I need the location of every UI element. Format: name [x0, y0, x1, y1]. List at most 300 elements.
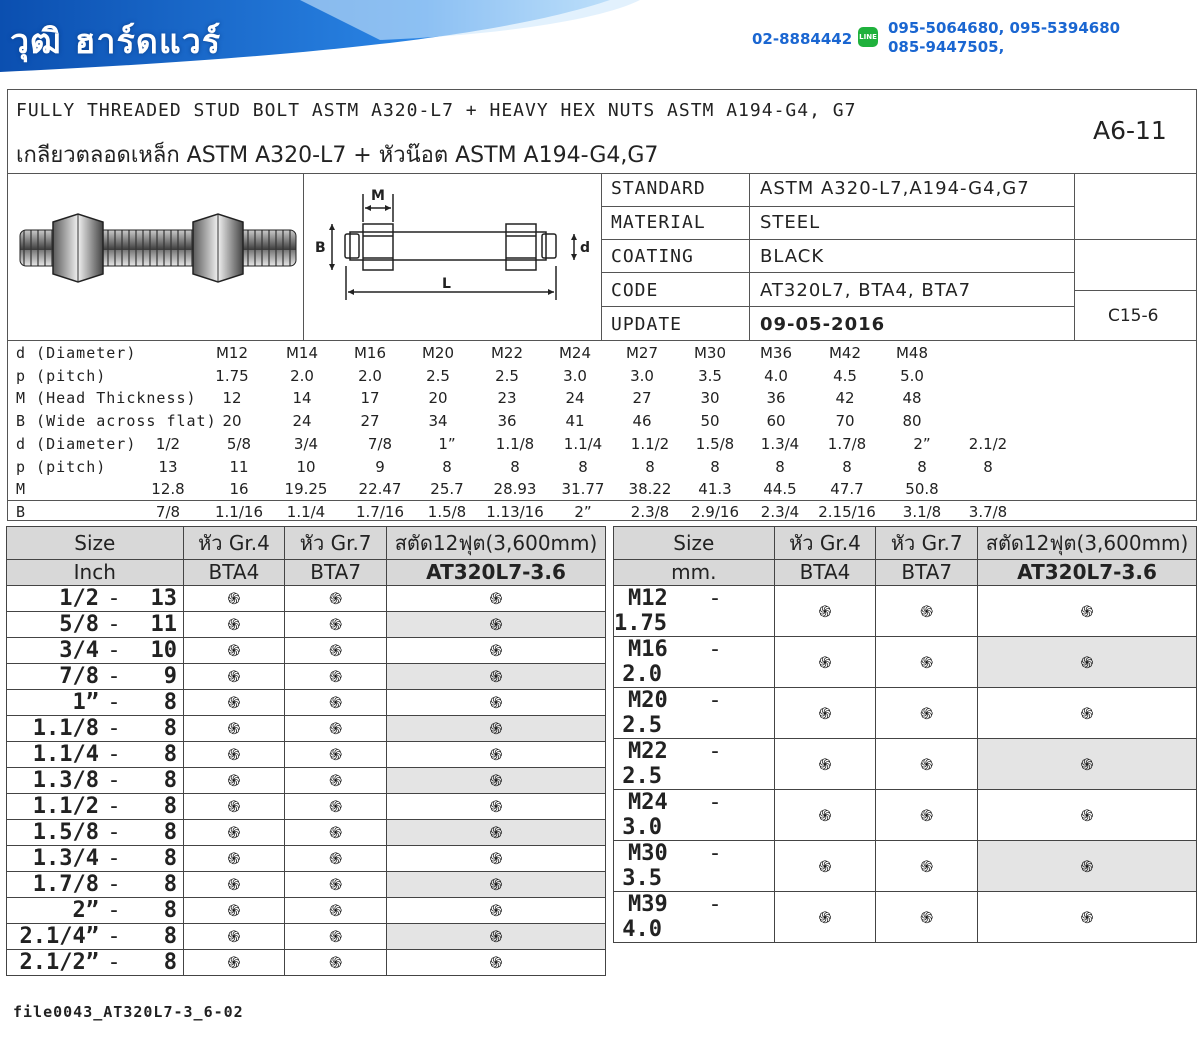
divider — [303, 173, 304, 340]
dimension-value: 41 — [565, 411, 585, 430]
stock-swirl-icon: ֍ — [329, 953, 343, 973]
table-row — [7, 611, 606, 637]
size-cell — [7, 793, 184, 819]
stock-swirl-icon: ֍ — [818, 703, 832, 723]
spec-value-standard: ASTM A320-L7,A194-G4,G7 — [760, 178, 1030, 199]
stock-swirl-icon: ֍ — [818, 601, 832, 621]
dimension-value: 17 — [360, 389, 380, 408]
product-title-en: FULLY THREADED STUD BOLT ASTM A320-L7 + HEAVY HEX NUTS ASTM A194-G4, G7 — [16, 100, 857, 121]
line-app-icon[interactable]: LINE — [858, 27, 878, 47]
stock-swirl-icon: ֍ — [1080, 805, 1094, 825]
size-pitch: 3.5 — [622, 865, 662, 891]
dimension-value: 2.0 — [290, 366, 314, 385]
mobile-phones-line2: 085-9447505, — [888, 38, 1005, 56]
availability-cell — [285, 897, 387, 923]
divider — [601, 206, 1074, 207]
stock-swirl-icon: ֍ — [489, 875, 503, 895]
availability-cell — [183, 637, 285, 663]
size-cell — [7, 741, 184, 767]
stock-swirl-icon: ֍ — [818, 856, 832, 876]
dimension-value: 30 — [700, 389, 720, 408]
table-row — [7, 741, 606, 767]
dimension-value: 8 — [917, 457, 927, 476]
size-pitch: 8 — [163, 923, 177, 949]
divider — [1074, 173, 1075, 340]
table-row — [7, 689, 606, 715]
dimension-value: 3.1/8 — [902, 502, 942, 521]
dimension-value: 47.7 — [830, 480, 864, 499]
dimension-value: 5/8 — [226, 435, 252, 453]
dimension-value: 41.3 — [698, 480, 732, 499]
size-pitch: 2.5 — [622, 763, 662, 789]
dimension-row-label: d (Diameter) — [16, 435, 137, 453]
dimension-value: 1.5/8 — [695, 435, 735, 453]
dimension-row-label: M (Head Thickness) — [16, 389, 197, 408]
dimension-value: M36 — [759, 344, 793, 362]
dimension-value: 34 — [428, 411, 448, 430]
size-pitch: 3.0 — [622, 814, 662, 840]
availability-cell — [285, 611, 387, 637]
divider — [7, 500, 1197, 501]
availability-cell — [978, 789, 1197, 840]
size-pitch: 8 — [163, 949, 177, 975]
dimension-value: 10 — [296, 457, 316, 476]
stock-swirl-icon: ֍ — [920, 754, 934, 774]
table-row — [614, 840, 1197, 891]
stock-swirl-icon: ֍ — [227, 615, 241, 635]
availability-cell — [387, 741, 606, 767]
stock-swirl-icon: ֍ — [329, 693, 343, 713]
size-pitch: 9 — [163, 663, 177, 689]
col-header-gr4: หัว Gr.4 — [183, 527, 285, 560]
label-l: L — [442, 276, 451, 292]
col-subheader-bta4: BTA4 — [774, 560, 876, 586]
size-separator: - — [107, 793, 121, 819]
stock-swirl-icon: ֍ — [329, 849, 343, 869]
availability-cell — [978, 891, 1197, 942]
product-title-th: เกลียวตลอดเหล็ก ASTM A320-L7 + หัวน๊อต ASTM A194-G4,G7 — [16, 143, 659, 168]
dimension-value: M20 — [421, 344, 455, 362]
size-diameter: 1.1/4 — [32, 741, 99, 767]
size-diameter: M24 — [628, 789, 668, 815]
divider — [601, 272, 1074, 273]
col-subheader-bta7: BTA7 — [876, 560, 978, 586]
stock-swirl-icon: ֍ — [227, 745, 241, 765]
availability-cell — [183, 585, 285, 611]
size-diameter: 3/4 — [59, 637, 99, 663]
availability-cell — [387, 923, 606, 949]
stock-swirl-icon: ֍ — [489, 589, 503, 609]
stock-swirl-icon: ֍ — [920, 652, 934, 672]
spec-value-material: STEEL — [760, 212, 821, 233]
spec-label-standard: STANDARD — [611, 178, 706, 199]
col-subheader-unit: mm. — [614, 560, 775, 586]
dimension-value: 12.8 — [151, 480, 185, 499]
dimension-value: 20 — [428, 389, 448, 408]
dimension-value: M12 — [215, 344, 249, 362]
dimension-value: 3.5 — [698, 366, 722, 385]
dimension-value: 8 — [510, 457, 520, 476]
dimension-value: 2.9/16 — [691, 502, 739, 521]
availability-cell — [876, 840, 978, 891]
dimension-value: 27 — [360, 411, 380, 430]
stock-swirl-icon: ֍ — [227, 823, 241, 843]
table-row — [614, 585, 1197, 636]
availability-cell — [387, 585, 606, 611]
stock-swirl-icon: ֍ — [329, 667, 343, 687]
availability-cell — [387, 845, 606, 871]
size-diameter: 1.1/8 — [32, 715, 99, 741]
availability-cell — [183, 949, 285, 975]
size-separator: - — [107, 741, 121, 767]
dimension-value: 1.3/4 — [760, 435, 800, 453]
stock-swirl-icon: ֍ — [227, 589, 241, 609]
availability-cell — [978, 687, 1197, 738]
dimension-value: 7/8 — [367, 435, 393, 453]
size-cell — [7, 585, 184, 611]
size-diameter: 1.5/8 — [32, 819, 99, 845]
dimension-value: 3.7/8 — [968, 502, 1008, 521]
table-row — [7, 793, 606, 819]
availability-cell — [285, 871, 387, 897]
availability-cell — [183, 819, 285, 845]
dimension-value: 1.1/16 — [215, 502, 263, 521]
dimension-value: 1.7/8 — [827, 435, 867, 453]
dimension-value: 46 — [632, 411, 652, 430]
availability-cell — [183, 767, 285, 793]
availability-cell — [876, 891, 978, 942]
dimension-value: M14 — [285, 344, 319, 362]
dimension-value: 24 — [565, 389, 585, 408]
label-m: M — [371, 188, 385, 204]
size-diameter: 5/8 — [59, 611, 99, 637]
file-name: file0043_AT320L7-3_6-02 — [13, 1003, 244, 1021]
size-pitch: 2.5 — [622, 712, 662, 738]
dimension-value: 8 — [578, 457, 588, 476]
dimension-value: 1.1/4 — [563, 435, 603, 453]
availability-cell — [285, 923, 387, 949]
stock-swirl-icon: ֍ — [1080, 856, 1094, 876]
size-cell — [614, 687, 775, 738]
availability-cell — [387, 637, 606, 663]
stock-swirl-icon: ֍ — [329, 875, 343, 895]
size-pitch: 8 — [163, 741, 177, 767]
availability-cell — [285, 793, 387, 819]
size-diameter: 1.7/8 — [32, 871, 99, 897]
stock-swirl-icon: ֍ — [227, 927, 241, 947]
size-separator: - — [708, 789, 722, 815]
stock-swirl-icon: ֍ — [227, 901, 241, 921]
stock-swirl-icon: ֍ — [489, 745, 503, 765]
stock-swirl-icon: ֍ — [227, 693, 241, 713]
stock-swirl-icon: ֍ — [818, 805, 832, 825]
stock-swirl-icon: ֍ — [1080, 652, 1094, 672]
stock-swirl-icon: ֍ — [489, 719, 503, 739]
dimension-value: 2.15/16 — [818, 502, 876, 521]
col-header-size: Size — [7, 527, 184, 560]
stock-swirl-icon: ֍ — [489, 641, 503, 661]
stock-swirl-icon: ֍ — [227, 953, 241, 973]
availability-cell — [774, 585, 876, 636]
size-pitch: 8 — [163, 793, 177, 819]
availability-cell — [387, 793, 606, 819]
stock-swirl-icon: ֍ — [489, 849, 503, 869]
dimension-value: 1” — [438, 435, 456, 453]
availability-cell — [774, 840, 876, 891]
availability-cell — [387, 611, 606, 637]
table-row — [7, 871, 606, 897]
dimension-value: 5.0 — [900, 366, 924, 385]
size-cell — [614, 840, 775, 891]
divider — [601, 239, 1197, 240]
spec-label-code: CODE — [611, 280, 659, 301]
dimension-value: 60 — [766, 411, 786, 430]
dimension-value: M16 — [353, 344, 387, 362]
size-separator: - — [708, 840, 722, 866]
size-separator: - — [708, 585, 722, 611]
stock-swirl-icon: ֍ — [489, 927, 503, 947]
availability-cell — [183, 923, 285, 949]
dimension-value: M48 — [895, 344, 929, 362]
availability-cell — [285, 819, 387, 845]
col-subheader-at320: AT320L7-3.6 — [387, 560, 606, 586]
table-row — [7, 715, 606, 741]
size-diameter: 1” — [72, 689, 99, 715]
size-diameter: 2” — [72, 897, 99, 923]
table-row — [614, 738, 1197, 789]
stock-swirl-icon: ֍ — [329, 823, 343, 843]
size-cell — [614, 636, 775, 687]
stock-swirl-icon: ֍ — [489, 901, 503, 921]
dimension-value: 2.1/2 — [968, 435, 1008, 453]
col-header-stud: สตัด12ฟุต(3,600mm) — [387, 527, 606, 560]
table-row — [7, 637, 606, 663]
dimension-value: 3.0 — [563, 366, 587, 385]
dimension-value: 70 — [835, 411, 855, 430]
stock-swirl-icon: ֍ — [920, 856, 934, 876]
size-separator: - — [107, 845, 121, 871]
size-pitch: 8 — [163, 819, 177, 845]
mobile-phones[interactable] — [888, 19, 1120, 57]
availability-cell — [387, 949, 606, 975]
dimension-row-label: B (Wide across flat) — [16, 411, 217, 430]
stock-swirl-icon: ֍ — [227, 797, 241, 817]
availability-cell — [387, 663, 606, 689]
dimension-value: 19.25 — [284, 480, 328, 499]
dimension-value: 13 — [158, 457, 178, 476]
availability-cell — [183, 845, 285, 871]
dimension-value: 48 — [902, 389, 922, 408]
stock-swirl-icon: ֍ — [329, 589, 343, 609]
stock-swirl-icon: ֍ — [489, 771, 503, 791]
dimension-value: 8 — [775, 457, 785, 476]
availability-cell — [387, 767, 606, 793]
catalog-code: A6-11 — [1093, 116, 1167, 145]
dimension-value: 38.22 — [628, 480, 672, 499]
dimension-value: 22.47 — [358, 480, 402, 499]
divider — [7, 173, 1197, 174]
size-separator: - — [107, 715, 121, 741]
size-pitch: 8 — [163, 845, 177, 871]
dimension-value: 3.0 — [630, 366, 654, 385]
spec-value-coating: BLACK — [760, 246, 825, 267]
dimension-value: M24 — [558, 344, 592, 362]
mobile-phones-line1: 095-5064680, 095-5394680 — [888, 19, 1121, 37]
site-header — [0, 0, 1200, 80]
size-pitch: 11 — [150, 611, 177, 637]
dimension-diagram — [310, 184, 600, 304]
dimension-value: 50.8 — [905, 480, 939, 499]
size-cell — [7, 897, 184, 923]
availability-cell — [978, 738, 1197, 789]
office-phone[interactable]: 02-8884442 — [752, 30, 853, 48]
availability-cell — [387, 715, 606, 741]
availability-cell — [774, 636, 876, 687]
size-cell — [7, 715, 184, 741]
availability-cell — [774, 891, 876, 942]
col-header-gr4: หัว Gr.4 — [774, 527, 876, 560]
availability-cell — [183, 611, 285, 637]
availability-cell — [876, 789, 978, 840]
availability-cell — [285, 767, 387, 793]
size-separator: - — [107, 871, 121, 897]
availability-cell — [876, 636, 978, 687]
availability-cell — [774, 738, 876, 789]
dimension-value: 1.5/8 — [427, 502, 467, 521]
stock-swirl-icon: ֍ — [227, 719, 241, 739]
dimension-value: 2.5 — [495, 366, 519, 385]
brand-logo[interactable]: วุฒิ ฮาร์ดแวร์ — [10, 22, 222, 62]
size-pitch: 4.0 — [622, 916, 662, 942]
dimension-value: 8 — [645, 457, 655, 476]
stock-swirl-icon: ֍ — [489, 667, 503, 687]
stock-swirl-icon: ֍ — [227, 875, 241, 895]
stock-swirl-icon: ֍ — [920, 703, 934, 723]
size-diameter: 7/8 — [59, 663, 99, 689]
size-diameter: 1.3/4 — [32, 845, 99, 871]
col-header-stud: สตัด12ฟุต(3,600mm) — [978, 527, 1197, 560]
label-d: d — [580, 240, 591, 256]
size-pitch: 8 — [163, 715, 177, 741]
availability-cell — [978, 840, 1197, 891]
dimension-value: M42 — [828, 344, 862, 362]
size-separator: - — [107, 689, 121, 715]
dimension-value: 2” — [913, 435, 931, 453]
size-separator: - — [708, 891, 722, 917]
stock-swirl-icon: ֍ — [489, 823, 503, 843]
availability-cell — [183, 741, 285, 767]
size-cell — [7, 611, 184, 637]
table-row — [7, 819, 606, 845]
dimension-value: 12 — [222, 389, 242, 408]
dimension-value: 27 — [632, 389, 652, 408]
dimension-value: M30 — [693, 344, 727, 362]
size-diameter: M12 — [628, 585, 668, 611]
availability-cell — [285, 663, 387, 689]
dimension-value: 4.5 — [833, 366, 857, 385]
stock-swirl-icon: ֍ — [227, 667, 241, 687]
dimension-value: 8 — [983, 457, 993, 476]
table-row — [614, 687, 1197, 738]
size-pitch: 8 — [163, 767, 177, 793]
size-diameter: 1.1/2 — [32, 793, 99, 819]
col-header-gr7: หัว Gr.7 — [285, 527, 387, 560]
size-separator: - — [708, 687, 722, 713]
stock-swirl-icon: ֍ — [1080, 754, 1094, 774]
stock-swirl-icon: ֍ — [227, 849, 241, 869]
stock-swirl-icon: ֍ — [1080, 601, 1094, 621]
dimension-value: 3/4 — [293, 435, 319, 453]
size-diameter: 2.1/4” — [19, 923, 99, 949]
size-cell — [614, 789, 775, 840]
dimension-value: 2.3/4 — [760, 502, 800, 521]
table-row — [7, 923, 606, 949]
availability-cell — [387, 689, 606, 715]
availability-cell — [876, 687, 978, 738]
col-subheader-unit: Inch — [7, 560, 184, 586]
divider — [1074, 290, 1197, 291]
stock-swirl-icon: ֍ — [920, 601, 934, 621]
size-pitch: 13 — [150, 585, 177, 611]
dimension-value: 36 — [497, 411, 517, 430]
table-row — [7, 585, 606, 611]
stock-swirl-icon: ֍ — [1080, 703, 1094, 723]
size-diameter: M39 — [628, 891, 668, 917]
dimension-value: 80 — [902, 411, 922, 430]
table-row — [614, 636, 1197, 687]
availability-cell — [285, 637, 387, 663]
dimension-value: 7/8 — [155, 502, 181, 521]
spec-value-code: AT320L7, BTA4, BTA7 — [760, 280, 972, 301]
metric-size-table — [613, 526, 1197, 943]
dimension-value: 9 — [375, 457, 385, 476]
availability-cell — [183, 663, 285, 689]
availability-cell — [387, 871, 606, 897]
stock-swirl-icon: ֍ — [818, 652, 832, 672]
stock-swirl-icon: ֍ — [489, 797, 503, 817]
dimension-value: 8 — [842, 457, 852, 476]
dimension-value: 16 — [229, 480, 249, 499]
spec-label-coating: COATING — [611, 246, 694, 267]
size-separator: - — [107, 767, 121, 793]
stock-swirl-icon: ֍ — [329, 927, 343, 947]
size-diameter: 1/2 — [59, 585, 99, 611]
dimension-row-label: M — [16, 480, 27, 499]
availability-cell — [387, 897, 606, 923]
table-row — [614, 789, 1197, 840]
table-row — [7, 949, 606, 975]
table-row — [7, 663, 606, 689]
dimension-value: 1.1/8 — [495, 435, 535, 453]
dimension-value: 8 — [442, 457, 452, 476]
inch-size-table — [6, 526, 606, 976]
col-header-gr7: หัว Gr.7 — [876, 527, 978, 560]
size-cell — [7, 819, 184, 845]
size-separator: - — [107, 923, 121, 949]
availability-cell — [774, 789, 876, 840]
stock-swirl-icon: ֍ — [489, 615, 503, 635]
size-separator: - — [708, 738, 722, 764]
size-cell — [7, 845, 184, 871]
stock-swirl-icon: ֍ — [920, 805, 934, 825]
dimension-value: 50 — [700, 411, 720, 430]
col-subheader-at320: AT320L7-3.6 — [978, 560, 1197, 586]
divider — [7, 340, 1197, 341]
col-subheader-bta4: BTA4 — [183, 560, 285, 586]
stock-swirl-icon: ֍ — [329, 901, 343, 921]
dimension-value: 11 — [229, 457, 249, 476]
stock-swirl-icon: ֍ — [818, 754, 832, 774]
